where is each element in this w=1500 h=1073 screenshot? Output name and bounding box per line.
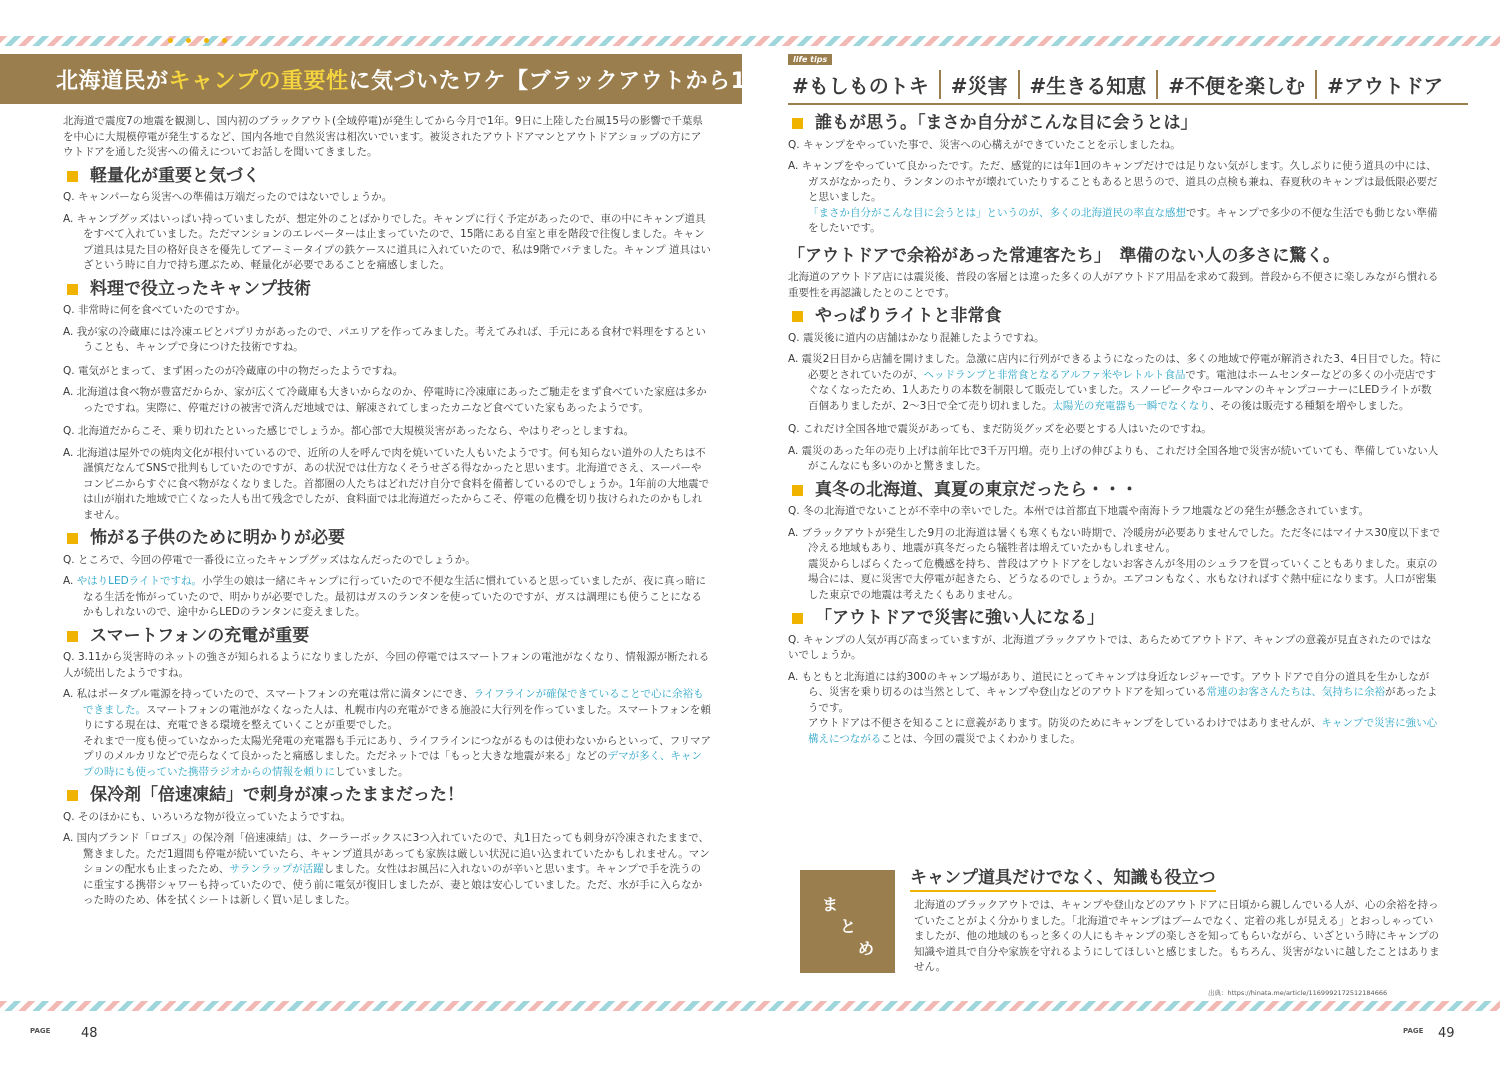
section-heading: 保冷剤「倍速凍結」で刺身が凍ったままだった！ xyxy=(63,788,711,804)
square-bullet-icon xyxy=(67,790,78,801)
question: Q. キャンプをやっていた事で、災害への心構えができていたことを示しましたね。 xyxy=(788,138,1181,151)
left-column xyxy=(63,114,711,917)
answer: A. 国内ブランド「ロゴス」の保冷剤「倍速凍結」は、クーラーボックスに3つ入れていたので、丸1日たっても刺身が冷凍されたままで、驚きました。ただ1週間も停電が続いていたら、キャンプ道具があっても家族は厳しい状況に追い込まれていたかもしれません。マンションの配水も止まったため、サランラップが活躍しました。女性はお風呂に入れないのが辛いと思います。キャンプで手を洗うのに重宝する携帯シャワーも持っていたので、使う前に電気が復旧しましたが、妻と娘は安心していました。ただ、水が手に入らなかった時のため、体を拭くシートは新しく買い足しました。 xyxy=(63,832,710,906)
title-post: に気づいたワケ【ブラックアウトから1年】 xyxy=(348,69,792,94)
section-heading: 「アウトドアで余裕があった常連客たち」 準備のない人の多さに驚く。 xyxy=(788,245,1340,266)
square-bullet-icon xyxy=(67,284,78,295)
answer: A. キャンプをやっていて良かったです。ただ、感覚的には年1回のキャンプだけでは足りない気がします。久しぶりに使う道具の中には、ガスがなかったり、ランタンのホヤが壊れていたりすることもあると思うので、道具の点検も兼ね、春夏秋のキャンプは最低限必要だと思いました。 「まさか自分がこんな目に会うとは」というのが、多くの北海道民の率直な感想です。キャンプで多少の不便な生活でも動じない準備をしたいです。 xyxy=(788,160,1438,234)
right-column xyxy=(788,113,1442,755)
question: Q. ところで、今回の停電で一番役に立ったキャンプグッズはなんだったのでしょうか。 xyxy=(63,553,476,566)
tag: #生きる知恵 xyxy=(1020,70,1159,99)
source-credit: 出典：https://hinata.me/article/1169992172512184666 xyxy=(1208,989,1388,997)
section-heading: 「アウトドアで災害に強い人になる」 xyxy=(788,611,1442,627)
title-highlight: キャンプの重要性 xyxy=(168,69,349,94)
answer: A. 震災のあった年の売り上げは前年比で3千万円増。売り上げの伸びよりも、これだけ全国各地で災害が続いていても、準備していない人がこんなにも多いのかと驚きました。 xyxy=(788,444,1439,472)
answer: A. ブラックアウトが発生した9月の北海道は暑くも寒くもない時期で、冷暖房が必要ありませんでした。ただ冬にはマイナス30度以下まで冷える地域もあり、地震が真冬だったら犠牲者は増えていたかもしれません。 震災からしばらくたって危機感を持ち、普段はアウトドアをしないお客さんが冬用のシュラフを買っていくこともありました。東京の場合には、夏に災害で大停電が起きたら、どうなるのでしょうか。エアコンもなく、水もなければすぐ熱中症になります。人口が密集した東京での地震は考えたくもありません。 xyxy=(788,526,1441,601)
answer: A. やはりLEDライトですね。小学生の娘は一緒にキャンプに行っていたので不便な生活に慣れていると思っていましたが、夜に真っ暗になる生活を怖がっていたので、明かりが必要でした。最初はガスのランタンを使っていたのですが、ガスは調理にも使うことになるかもしれないので、途中からLEDのランタンに変えました。 xyxy=(63,575,706,618)
bottom-stripe xyxy=(0,1001,1500,1011)
question: Q. 非常時に何を食べていたのですか。 xyxy=(63,304,246,316)
section-heading: やっぱりライトと非常食 xyxy=(788,309,1442,325)
answer: A. キャンプグッズはいっぱい持っていましたが、想定外のことばかりでした。キャンプに行く予定があったので、車の中にキャンプ道具をすべて入れていました。ただマンションのエレベーターは止まっていたので、15階にある自室と車を階段で往復しました。キャンプ道具は見た目の格好良さを優先してアーミータイプの鉄ケースに道具に入れていたので、私は9階でバテました。キャンプ 道具はいざという時に自力で持ち運ぶため、軽量化が必要であることを痛感しました。 xyxy=(63,212,711,271)
answer: A. 北海道は屋外での焼肉文化が根付いているので、近所の人を呼んで肉を焼いていた人もいたようです。何も知らない道外の人たちは不謹慎だなんてSNSで批判もしていたのですが、あの状況では仕方なくそうせざる得なかったと思います。北海道でさえ、スーパーやコンビニからすぐに食べ物がなくなりました。首都圏の人たちはどれだけ自分で食料を備蓄しているのでしょうか。1年前の大地震では山が崩れた地域で亡くなった人も出て残念でしたが、食料面では北海道だったからこそ、停電の危機を切り抜けられたのかもしれません。 xyxy=(63,446,710,521)
question: Q. 震災後に道内の店舗はかなり混雑したようですね。 xyxy=(788,331,1045,344)
page-label-left: PAGE xyxy=(30,1027,51,1035)
square-bullet-icon xyxy=(67,631,78,642)
title-pre: 北海道民が xyxy=(56,69,169,94)
section-heading: 軽量化が重要と気づく xyxy=(63,169,711,185)
answer: A. もともと北海道には約300のキャンプ場があり、道民にとってキャンプは身近なレジャーです。アウトドアで自分の道具を生かしながら、災害を乗り切るのは当然として、キャンプや登山などのアウトドアを知っている常連のお客さんたちは、気持ちに余裕があったようです。 アウトドアは不便さを知ることに意義があります。防災のためにキャンプをしているわけではありませんが、キャンプで災害に強い心構えにつながることは、今回の震災でよくわかりました。 xyxy=(788,670,1438,745)
square-bullet-icon xyxy=(67,533,78,544)
section-heading: 料理で役立ったキャンプ技術 xyxy=(63,282,711,298)
question: Q. キャンパーなら災害への準備は万端だったのではないでしょうか。 xyxy=(63,191,393,203)
section-heading: 怖がる子供のために明かりが必要 xyxy=(63,531,711,547)
emphasis-dots xyxy=(168,28,248,48)
section-heading: 真冬の北海道、真夏の東京だったら・・・ xyxy=(788,483,1442,499)
question: Q. そのほかにも、いろいろな物が役立っていたようですね。 xyxy=(63,810,351,823)
question: Q. 北海道だからこそ、乗り切れたといった感じでしょうか。都心部で大規模災害があったなら、やはりぞっとしますね。 xyxy=(63,425,635,437)
square-bullet-icon xyxy=(67,171,78,182)
answer: A. 私はポータブル電源を持っていたので、スマートフォンの充電は常に満タンにでき、ライフラインが確保できていることで心に余裕もできました。スマートフォンの電池がなくなった人は、札幌市内の充電ができる施設に大行列を作っていました。スマートフォンを頼りにする現在は、充電できる環境を整えていくことが重要でした。 それまで一度も使っていなかった太陽光発電の充電器も手元にあり、ライフラインにつながるものは使わないからといって、フリマアプリのメルカリなどで売らなくて良かったと痛感しました。ただネットでは「もっと大きな地震が来る」などのデマが多く、キャンプの時にも使っていた携帯ラジオからの情報を頼りにしていました。 xyxy=(63,688,712,778)
page-number-right: 49 xyxy=(1438,1026,1455,1041)
page-number-left: 48 xyxy=(81,1026,98,1041)
life-tips-label: life tips xyxy=(788,54,832,65)
tag: #もしものトキ xyxy=(788,70,941,99)
tag: #災害 xyxy=(941,70,1020,99)
paragraph: 北海道のアウトドア店には震災後、普段の客層とは違った多くの人がアウトドア用品を求めて殺到。普段から不便さに楽しみながら慣れる重要性を再認識したとのことです。 xyxy=(788,271,1439,299)
tag: #アウトドア xyxy=(1327,73,1444,98)
answer: A. 我が家の冷蔵庫には冷凍エビとパプリカがあったので、パエリアを作ってみました。考えてみれば、手元にある食材で料理をするということも、キャンプで身につけた技術ですね。 xyxy=(63,325,706,353)
answer: A. 北海道は食べ物が豊富だからか、家が広くて冷蔵庫も大きいからなのか、停電時に冷凍庫にあったご馳走をまず食べていた家庭は多かったですね。実際に、停電だけの被害で済んだ地域では、解凍されてしまったカニなど食べていた家もあったようです。 xyxy=(63,386,707,414)
matome-title: キャンプ道具だけでなく、知識も役立つ xyxy=(910,863,1216,892)
question: Q. 冬の北海道でないことが不幸中の幸いでした。本州では首都直下地震や南海トラフ地震などの発生が懸念されています。 xyxy=(788,505,1370,517)
page-title xyxy=(0,54,792,104)
question: Q. キャンプの人気が再び高まっていますが、北海道ブラックアウトでは、あらためてアウトドア、キャンプの意義が見直されたのではないでしょうか。 xyxy=(788,633,1432,661)
tag-list xyxy=(788,66,1453,102)
section-heading: 誰もが思う。「まさか自分がこんな目に会うとは」 xyxy=(788,116,1442,132)
intro-text: 北海道で震度7の地震を観測し、国内初のブラックアウト(全域停電)が発生してから今月で1年。9日に上陸した台風15号の影響で千葉県を中心に大規模停電が発生するなど、国内各地で自然災害は相次いでいます。被災されたアウトドアマンとアウトドアショップの方にアウトドアを通した災害への備えについてお話しを聞いてきました。 xyxy=(63,115,703,158)
question: Q. 3.11から災害時のネットの強さが知られるようになりましたが、今回の停電ではスマートフォンの電池がなくなり、情報源が断たれる人が続出したようですね。 xyxy=(63,651,710,679)
square-bullet-icon xyxy=(792,118,803,129)
matome-char: と xyxy=(840,917,857,936)
matome-char: め xyxy=(858,939,875,958)
answer: A. 震災2日目から店舗を開けました。急激に店内に行列ができるようになったのは、多くの地域で停電が解消された3、4日目でした。特に必要とされていたのが、ヘッドランプと非常食となるアルファ米やレトルト食品です。電池はホームセンターなどの多くの小売店ですぐなくなったため、1人あたりの本数を制限して販売していました。スノーピークやコールマンのキャンプコーナーにLEDライトが数百個ありましたが、2～3日で全て売り切れました。太陽光の充電器も一瞬でなくなり、その後は販売する種類を増やしました。 xyxy=(788,353,1442,412)
tags-underline xyxy=(788,103,1468,105)
tag: #不便を楽しむ xyxy=(1158,70,1317,99)
square-bullet-icon xyxy=(792,485,803,496)
square-bullet-icon xyxy=(792,311,803,322)
matome-char: ま xyxy=(822,895,839,914)
page-label-right: PAGE xyxy=(1403,1027,1424,1035)
question: Q. 電気がとまって、まず困ったのが冷蔵庫の中の物だったようですね。 xyxy=(63,364,404,377)
matome-body: 北海道のブラックアウトでは、キャンプや登山などのアウトドアに日頃から親しんでいる人が、心の余裕を持っていたことがよく分かりました。「北海道でキャンプはブームでなく、定着の兆しが見える」とおっしゃっていましたが、他の地域のもっと多くの人にもキャンプの楽しさを知ってもらいながら、いざという時にキャンプの知識や道具で自分や家族を守れるようにしてほしいと感じました。もちろん、災害がないに越したことはありません。 xyxy=(914,899,1440,973)
matome-box xyxy=(800,870,895,973)
section-heading: スマートフォンの充電が重要 xyxy=(63,629,711,645)
question: Q. これだけ全国各地で震災があっても、まだ防災グッズを必要とする人はいたのですね。 xyxy=(788,423,1212,435)
square-bullet-icon xyxy=(792,613,803,624)
